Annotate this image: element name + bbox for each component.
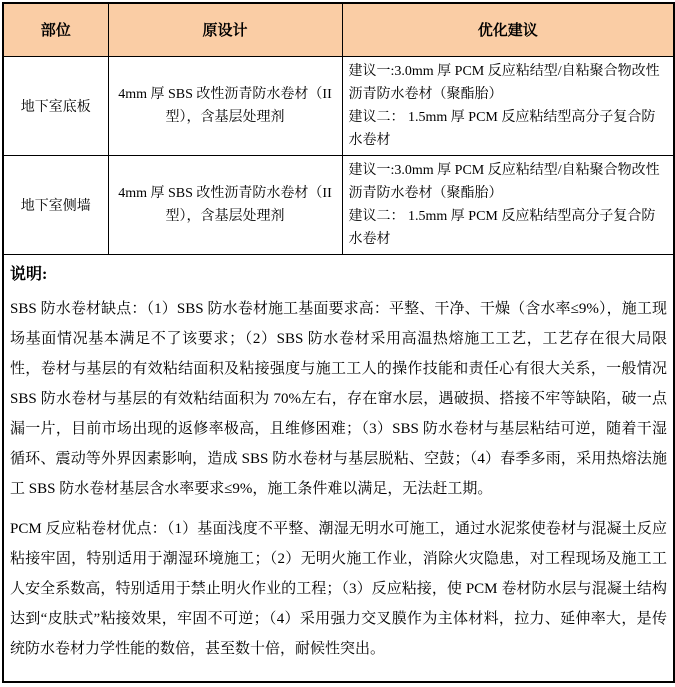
notes-paragraph-sbs-disadvantages: SBS 防水卷材缺点：（1）SBS 防水卷材施工基面要求高：平整、干净、干燥（含水率≤9%），施工现场基面情况基本满足不了该要求；（2）SBS 防水卷材采用高温热熔施工工艺，工艺存在很大局限性，卷材与基层的有效粘结面积及粘接强度与施工工人的操作技能和责任心有很大关系，一般情况 SBS 防水卷材与基层的有效粘结面积为 70%左右，存在窜水层，遇破损、搭接不牢等缺陷，破一点漏一片，目前市场出现的返修率极高，且维修困难；（3）SBS 防水卷材与基层粘结可逆，随着干湿循环、震动等外界因素影响，造成 SBS 防水卷材与基层脱粘、空鼓；（4）春季多雨，采用热熔法施工 SBS 防水卷材基层含水率要求≤9%，施工条件难以满足，无法赶工期。 <box>10 300 667 497</box>
part-cell: 地下室底板 <box>3 56 108 155</box>
header-cell-suggestion: 优化建议 <box>342 3 674 56</box>
table-row <box>3 56 674 155</box>
suggestion-cell <box>342 56 674 155</box>
suggestion-line-1: 建议一:3.0mm 厚 PCM 反应粘结型/自粘聚合物改性沥青防水卷材（聚酯胎） <box>348 63 660 102</box>
notes-paragraph-pcm-advantages: PCM 反应粘卷材优点：（1）基面浅度不平整、潮湿无明水可施工，通过水泥浆使卷材与混凝土反应粘接牢固，特别适用于潮湿环境施工；（2）无明火施工作业，消除火灾隐患，对工程现场及施工工人安全系数高，特别适用于禁止明火作业的工程；（3）反应粘接，使 PCM 卷材防水层与混凝土结构达到“皮肤式”粘接效果，牢固不可逆；（4）采用强力交叉膜作为主体材料，拉力、延伸率大，是传统防水卷材力学性能的数倍，甚至数十倍，耐候性突出。 <box>10 520 667 657</box>
header-cell-part: 部位 <box>3 3 108 56</box>
suggestion-cell <box>342 155 674 254</box>
suggestion-line-1: 建议一:3.0mm 厚 PCM 反应粘结型/自粘聚合物改性沥青防水卷材（聚酯胎） <box>348 162 660 201</box>
notes-title: 说明: <box>10 265 48 283</box>
optimization-table <box>2 2 675 683</box>
original-design-cell: 4mm 厚 SBS 改性沥青防水卷材（II 型），含基层处理剂 <box>108 155 342 254</box>
notes-row <box>3 254 674 682</box>
suggestion-line-2: 建议二： 1.5mm 厚 PCM 反应粘结型高分子复合防水卷材 <box>348 208 656 247</box>
document-page <box>2 2 673 683</box>
notes-cell <box>3 254 674 682</box>
header-cell-original: 原设计 <box>108 3 342 56</box>
original-design-cell: 4mm 厚 SBS 改性沥青防水卷材（II 型），含基层处理剂 <box>108 56 342 155</box>
table-header-row <box>3 3 674 56</box>
part-cell: 地下室侧墙 <box>3 155 108 254</box>
table-row <box>3 155 674 254</box>
suggestion-line-2: 建议二： 1.5mm 厚 PCM 反应粘结型高分子复合防水卷材 <box>348 109 656 148</box>
